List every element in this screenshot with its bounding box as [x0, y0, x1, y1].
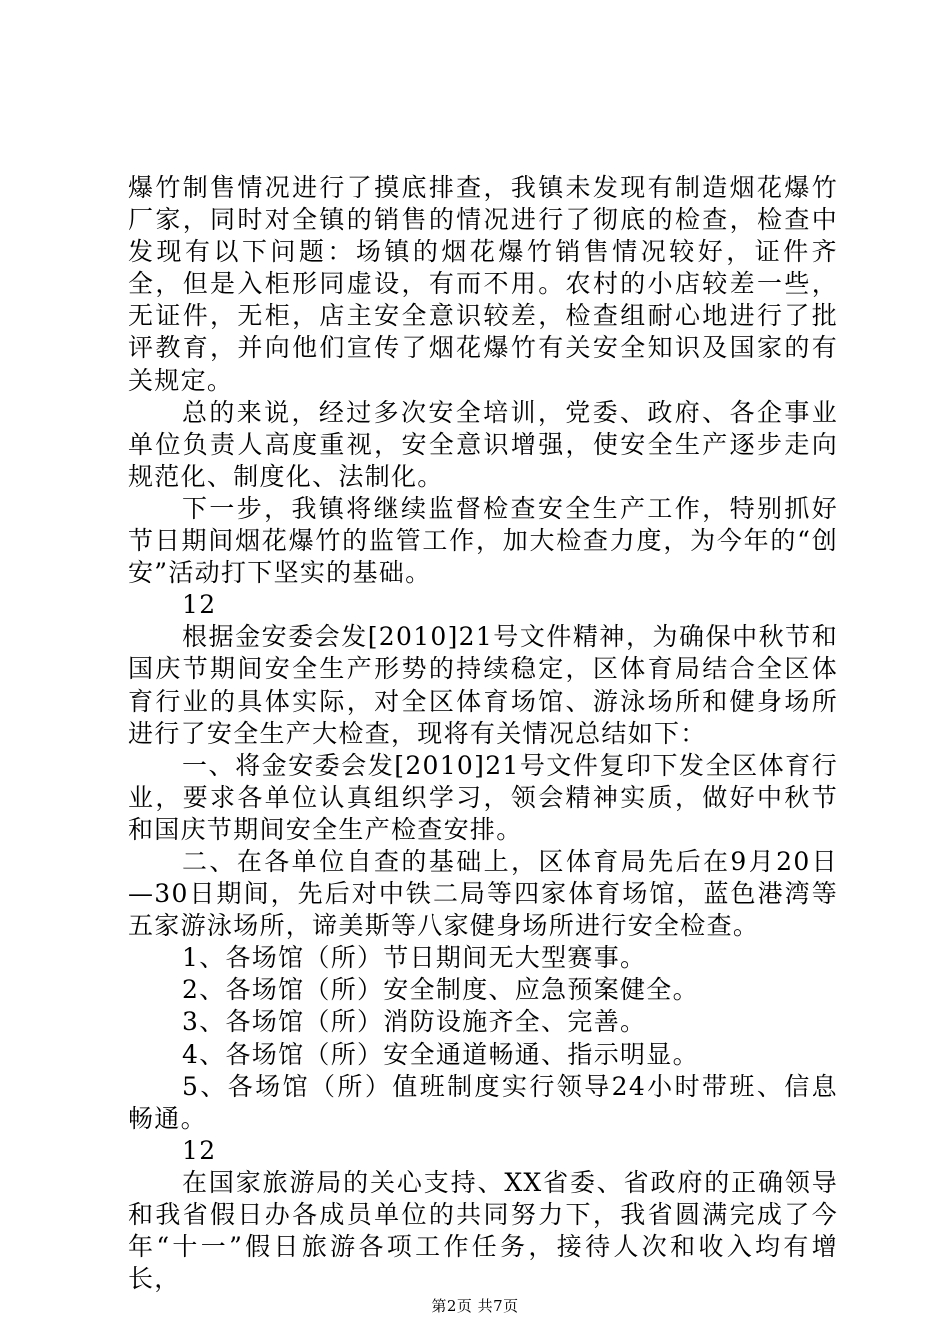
paragraph-summary: 总的来说，经过多次安全培训，党委、政府、各企事业单位负责人高度重视，安全意识增强，使安全生产逐步走向规范化、制度化、法制化。 — [128, 397, 838, 491]
paragraph-next-step: 下一步，我镇将继续监督检查安全生产工作，特别抓好节日期间烟花爆竹的监管工作，加大检查力度，为今年的“创安”活动打下坚实的基础。 — [128, 493, 838, 588]
paragraph-item-one: 一、将金安委会发[2010]21号文件复印下发全区体育行业，要求各单位认真组织学习，领会精神实质，做好中秋节和国庆节期间安全生产检查安排。 — [128, 750, 838, 844]
list-item: 1、各场馆（所）节日期间无大型赛事。 — [182, 943, 647, 973]
paragraph-fireworks-inspection: 爆竹制售情况进行了摸底排查，我镇未发现有制造烟花爆竹厂家，同时对全镇的销售的情况进行了彻底的检查，检查中发现有以下问题：场镇的烟花爆竹销售情况较好，证件齐全，但是入柜形同虚设，有而不用。农村的小店较差一些，无证件，无柜，店主安全意识较差，检查组耐心地进行了批评教育，并向他们宣传了烟花爆竹有关安全知识及国家的有关规定。 — [128, 173, 838, 395]
list-item: 5、各场馆（所）值班制度实行领导24小时带班、信息畅通。 — [128, 1071, 838, 1133]
paragraph-separator: 12 — [182, 1135, 217, 1165]
paragraph-sports-intro: 根据金安委会发[2010]21号文件精神，为确保中秋节和国庆节期间安全生产形势的持续稳定，区体育局结合全区体育行业的具体实际，对全区体育场馆、游泳场所和健身场所进行了安全生产大检查，现将有关情况总结如下： — [128, 622, 838, 748]
page-footer: 第2页 共7页 — [431, 1297, 519, 1315]
list-item: 3、各场馆（所）消防设施齐全、完善。 — [182, 1007, 647, 1037]
paragraph-tourism: 在国家旅游局的关心支持、XX省委、省政府的正确领导和我省假日办各成员单位的共同努力下，我省圆满完成了今年“十一”假日旅游各项工作任务，接待人次和收入均有增长， — [128, 1167, 838, 1294]
document-body — [128, 172, 838, 1295]
paragraph-item-two: 二、在各单位自查的基础上，区体育局先后在9月20日—30日期间，先后对中铁二局等四家体育场馆，蓝色港湾等五家游泳场所，谛美斯等八家健身场所进行安全检查。 — [128, 846, 838, 941]
list-item: 4、各场馆（所）安全通道畅通、指示明显。 — [182, 1039, 699, 1069]
paragraph-separator: 12 — [182, 590, 217, 620]
list-item: 2、各场馆（所）安全制度、应急预案健全。 — [182, 975, 699, 1005]
